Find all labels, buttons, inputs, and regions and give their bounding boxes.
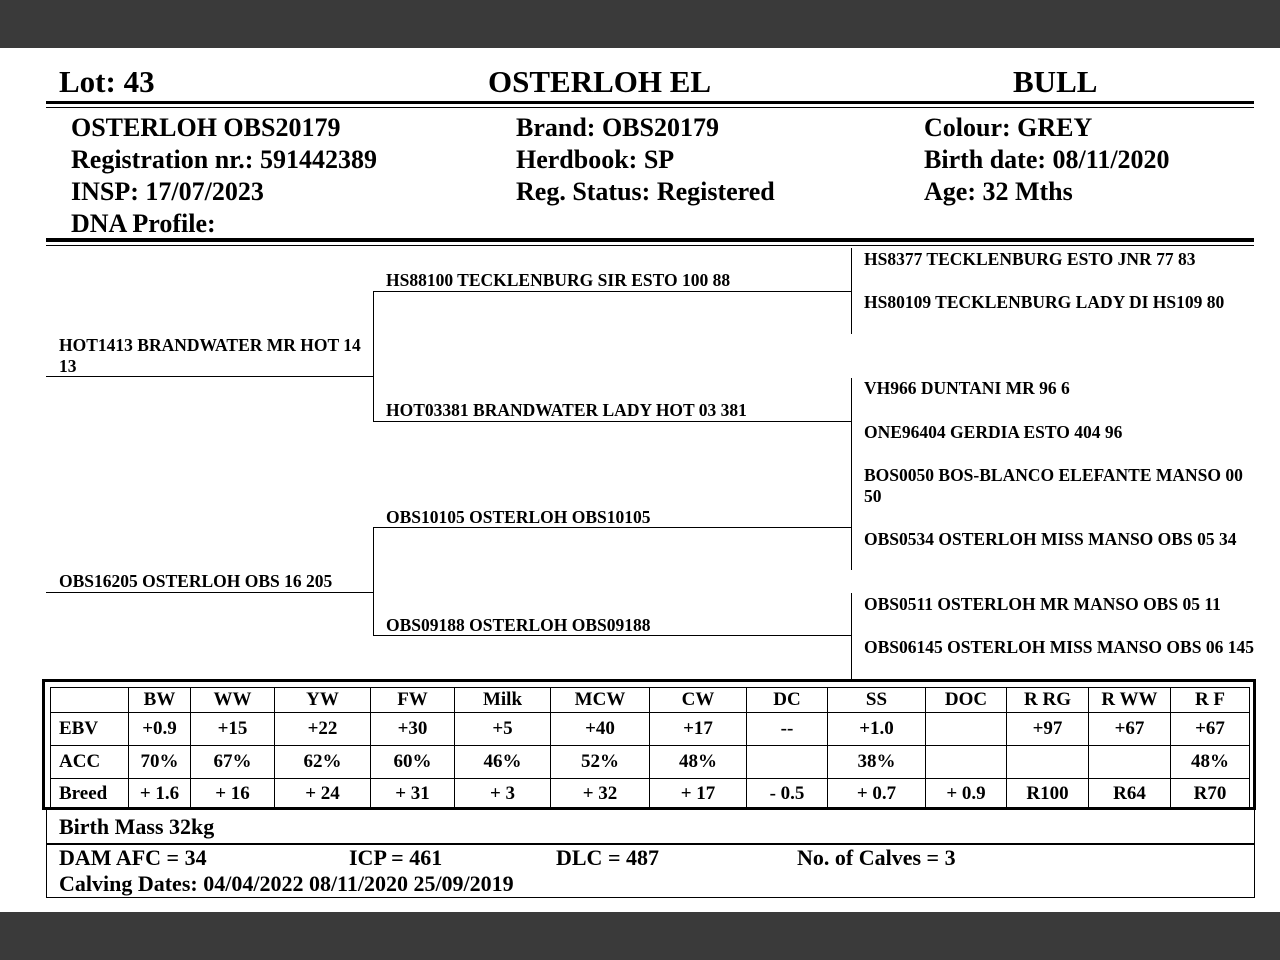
pedigree-sire-dam: HOT03381 BRANDWATER LADY HOT 03 381 (386, 400, 747, 420)
header-rule-thick (46, 101, 1254, 104)
pedigree-gg-5: BOS0050 BOS-BLANCO ELEFANTE MANSO 00 50 (864, 465, 1243, 506)
colour: Colour: GREY (924, 113, 1093, 142)
dam-afc: DAM AFC = 34 (59, 845, 207, 870)
registration-number: Registration nr.: 591442389 (71, 145, 377, 174)
pedigree-gg-4: ONE96404 GERDIA ESTO 404 96 (864, 422, 1123, 442)
table-cell: 48% (1171, 746, 1250, 779)
column-header: R F (1171, 688, 1250, 713)
table-cell: R64 (1089, 779, 1171, 810)
table-cell: +0.9 (129, 713, 191, 746)
sire-dam-line (373, 421, 851, 422)
table-cell: + 17 (650, 779, 747, 810)
table-cell: + 31 (371, 779, 455, 810)
table-cell: + 16 (191, 779, 275, 810)
brand: Brand: OBS20179 (516, 113, 719, 142)
pedigree-gg-2: HS80109 TECKLENBURG LADY DI HS109 80 (864, 292, 1225, 312)
birth-mass: Birth Mass 32kg (59, 814, 215, 839)
number-of-calves: No. of Calves = 3 (797, 845, 956, 870)
column-header (51, 688, 129, 713)
table-cell: +1.0 (828, 713, 926, 746)
animal-name: OSTERLOH EL (488, 64, 712, 99)
table-cell: +67 (1171, 713, 1250, 746)
pedigree-gg-6: OBS0534 OSTERLOH MISS MANSO OBS 05 34 (864, 529, 1237, 549)
table-cell: 67% (191, 746, 275, 779)
gg-bracket-2 (851, 378, 852, 464)
table-cell: +15 (191, 713, 275, 746)
column-header: DC (747, 688, 828, 713)
table-cell: - 0.5 (747, 779, 828, 810)
birth-mass-box (46, 810, 1255, 844)
info-rule-thick (46, 238, 1254, 242)
table-cell: -- (747, 713, 828, 746)
table-cell: +40 (551, 713, 650, 746)
gg-bracket-1 (851, 248, 852, 334)
pedigree-gg-8: OBS06145 OSTERLOH MISS MANSO OBS 06 145 (864, 637, 1254, 657)
table-cell: 62% (275, 746, 371, 779)
pedigree-dam-sire: OBS10105 OSTERLOH OBS10105 (386, 507, 651, 527)
info-column-details (924, 112, 1170, 208)
table-cell: + 32 (551, 779, 650, 810)
dam-bracket (373, 527, 374, 635)
column-header: Milk (455, 688, 551, 713)
row-label: ACC (51, 746, 129, 779)
table-cell: +5 (455, 713, 551, 746)
gg-bracket-4 (851, 593, 852, 679)
inspection-date: INSP: 17/07/2023 (71, 177, 264, 206)
table-cell (926, 713, 1007, 746)
pedigree-sire: HOT1413 BRANDWATER MR HOT 14 13 (59, 335, 361, 376)
column-header: R WW (1089, 688, 1171, 713)
ebv-table (50, 687, 1250, 810)
table-cell: +67 (1089, 713, 1171, 746)
pedigree-gg-3: VH966 DUNTANI MR 96 6 (864, 378, 1070, 398)
table-cell: + 0.7 (828, 779, 926, 810)
row-label: Breed (51, 779, 129, 810)
column-header: CW (650, 688, 747, 713)
reg-status: Reg. Status: Registered (516, 177, 775, 206)
column-header: MCW (551, 688, 650, 713)
breed-row (51, 779, 1250, 810)
calving-dates: Calving Dates: 04/04/2022 08/11/2020 25/09/2019 (59, 871, 514, 896)
dam-sire-line (373, 527, 851, 528)
sire-line (46, 376, 373, 377)
table-cell: R70 (1171, 779, 1250, 810)
catalogue-page (0, 48, 1280, 912)
age: Age: 32 Mths (924, 177, 1073, 206)
ebv-header-row (51, 688, 1250, 713)
info-rule-thin (46, 245, 1254, 246)
column-header: R RG (1007, 688, 1089, 713)
acc-row (51, 746, 1250, 779)
viewer-bottom-bar (0, 912, 1280, 960)
table-cell: + 3 (455, 779, 551, 810)
table-cell (747, 746, 828, 779)
table-cell: 52% (551, 746, 650, 779)
pedigree-dam: OBS16205 OSTERLOH OBS 16 205 (59, 571, 333, 591)
dam-dam-line (373, 635, 851, 636)
dam-line (46, 592, 373, 593)
table-cell: 38% (828, 746, 926, 779)
table-cell: + 24 (275, 779, 371, 810)
table-cell (1089, 746, 1171, 779)
animal-id: OSTERLOH OBS20179 (71, 113, 341, 142)
birth-date: Birth date: 08/11/2020 (924, 145, 1170, 174)
column-header: FW (371, 688, 455, 713)
column-header: YW (275, 688, 371, 713)
animal-sex: BULL (1013, 64, 1098, 99)
sire-sire-line (373, 291, 851, 292)
table-cell (926, 746, 1007, 779)
table-cell: 46% (455, 746, 551, 779)
pedigree-sire-sire: HS88100 TECKLENBURG SIR ESTO 100 88 (386, 270, 731, 290)
icp: ICP = 461 (349, 845, 443, 870)
table-cell: + 1.6 (129, 779, 191, 810)
dlc: DLC = 487 (556, 845, 659, 870)
gg-bracket-3 (851, 464, 852, 570)
column-header: SS (828, 688, 926, 713)
viewer-top-bar (0, 0, 1280, 48)
herdbook: Herdbook: SP (516, 145, 675, 174)
table-cell (1007, 746, 1089, 779)
info-column-registry (516, 112, 775, 208)
sire-bracket (373, 291, 374, 421)
column-header: DOC (926, 688, 1007, 713)
header-rule-thin (46, 107, 1254, 108)
table-cell: +22 (275, 713, 371, 746)
dna-profile: DNA Profile: (71, 209, 216, 238)
ebv-row (51, 713, 1250, 746)
table-cell: +97 (1007, 713, 1089, 746)
lot-number: Lot: 43 (59, 64, 155, 99)
table-cell: R100 (1007, 779, 1089, 810)
row-label: EBV (51, 713, 129, 746)
table-cell: 60% (371, 746, 455, 779)
table-cell: +17 (650, 713, 747, 746)
pedigree-gg-7: OBS0511 OSTERLOH MR MANSO OBS 05 11 (864, 594, 1221, 614)
table-cell: 70% (129, 746, 191, 779)
table-cell: 48% (650, 746, 747, 779)
info-column-identity (71, 112, 377, 240)
table-cell: +30 (371, 713, 455, 746)
column-header: BW (129, 688, 191, 713)
pedigree-gg-1: HS8377 TECKLENBURG ESTO JNR 77 83 (864, 249, 1196, 269)
dam-stats-box (46, 844, 1255, 898)
column-header: WW (191, 688, 275, 713)
table-cell: + 0.9 (926, 779, 1007, 810)
pedigree-dam-dam: OBS09188 OSTERLOH OBS09188 (386, 615, 651, 635)
